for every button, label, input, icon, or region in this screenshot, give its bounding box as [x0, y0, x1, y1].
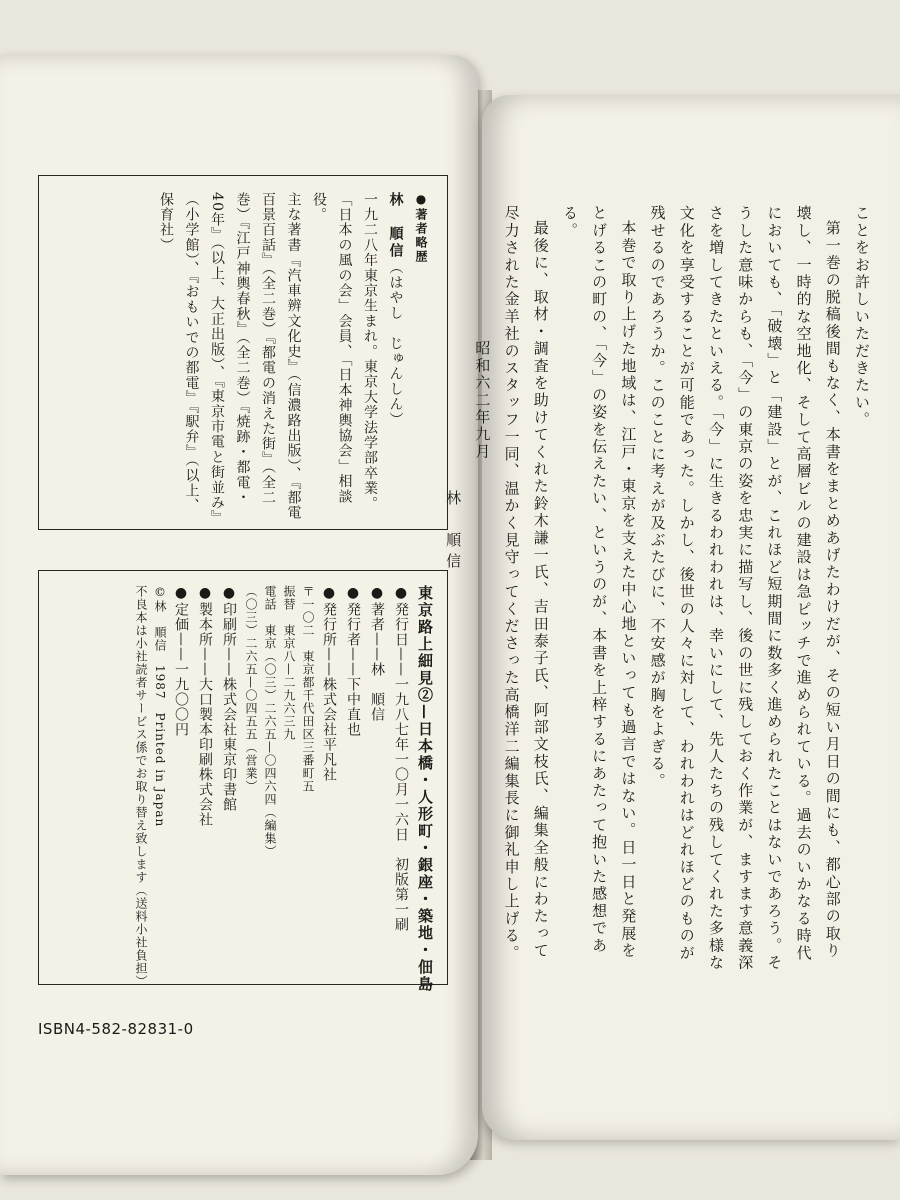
preface-paragraph: 最後に、取材・調査を助けてくれた鈴木謙一氏、吉田泰子氏、阿部文枝氏、編集全般にわたって尽力された金羊社のスタッフ一同、温かく見守ってくださった高橋洋二編集長に御礼申し上げる。	[502, 205, 550, 962]
colophon-printer: ●印刷所——株式会社東京印書館	[221, 585, 237, 812]
colophon-publisher: ●発行所——株式会社平凡社	[321, 585, 337, 782]
preface-date: 昭和六二年九月	[473, 340, 492, 461]
isbn-number: ISBN4-582-82831-0	[38, 1020, 194, 1038]
preface-paragraph: 第一巻の脱稿後間もなく、本書をまとめあげたわけだが、その短い月日の間にも、都心部の取り壊し、一時的な空地化、そして高層ビルの建設は急ピッチで進められている。過去のいかなる時代においても、「破壊」と「建設」とが、これほど短期間に数多く進められたことはないであろう。そうした意味からも、「今」の東京の姿を忠実に描写し、後の世に残しておく作業が、ますます意義深さを増してきたといえる。「今」に生きるわれわれは、幸いにして、先人たちの残してくれた多様な文化を享受することが可能であった。しかし、後世の人々に対して、われわれはどれほどのものが残せるのであろうか。このことに考えが及ぶたびに、不安感が胸をよぎる。	[648, 205, 842, 972]
colophon-box	[38, 570, 448, 993]
colophon-publisher-person: ●発行者——下中直也	[345, 585, 361, 737]
preface-paragraph: 本巻で取り上げた地域は、江戸・東京を支えた中心地といっても過言ではない。日一日と発展をとげるこの町の、「今」の姿を伝えたい、というのが、本書を上梓するにあたって抱いた感想である。	[560, 205, 638, 960]
preface-paragraph: ことをお許しいただきたい。	[853, 205, 871, 429]
author-profile-box	[38, 175, 448, 530]
colophon-phone2: （〇三）二六五—〇四五五（営業）	[244, 585, 258, 793]
author-reading: （はやし じゅんしん）	[387, 260, 404, 428]
author-profile-text	[153, 192, 434, 522]
colophon-text	[131, 585, 437, 993]
colophon-price: ●定価——一九〇〇円	[173, 585, 189, 737]
author-works: 主な著書『汽車辨文化史』（信濃路出版）、『都電百景百話』（全二巻）『都電の消えた街』（全二巻）『江戸神輿春秋』（全二巻）『焼跡・都電・40年』（以上、大正出版）、『東京市電と街並み』（小学館）、『おもいでの都電』『駅弁』（以上、保育社）	[158, 192, 302, 521]
colophon-phone: 電話 東京（〇三）二六五—〇四六四（編集）	[263, 585, 277, 858]
colophon-address: 〒一〇二 東京都千代田区三番町五	[301, 585, 315, 793]
colophon-date: ●発行日——一九八七年一〇月一六日 初版第一刷	[393, 585, 409, 932]
profile-heading: ●著者略歴	[414, 192, 428, 264]
colophon-copyright: ©林 順信 1987 Printed in Japan	[153, 585, 167, 828]
preface-text	[438, 205, 876, 975]
colophon-furikae: 振替 東京八—二九六三九	[282, 585, 296, 741]
colophon-binder: ●製本所——大口製本印刷株式会社	[197, 585, 213, 827]
author-bio: 一九二八年東京生まれ。東京大学法学部卒業。「日本の風の会」会員、「日本神輿協会」相談役。	[311, 192, 378, 512]
preface-signature: 林 順信	[444, 490, 463, 574]
colophon-author: ●著者——林 順信	[369, 585, 385, 722]
author-name: 林 順信	[387, 192, 404, 260]
colophon-notice: 不良本は小社読者サービス係でお取り替え致します（送料小社負担）	[134, 585, 148, 988]
colophon-title: 東京路上細見②—日本橋・人形町・銀座・築地・佃島	[416, 585, 434, 993]
